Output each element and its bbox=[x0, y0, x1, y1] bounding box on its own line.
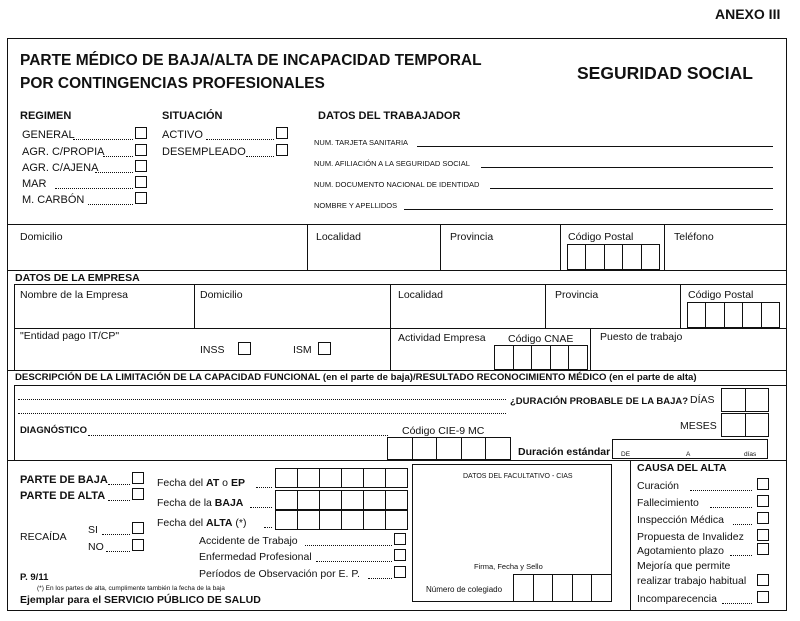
causa-invalidez-checkbox[interactable] bbox=[757, 529, 769, 541]
causa-curacion-checkbox[interactable] bbox=[757, 478, 769, 490]
fecha-baja-prefix: Fecha de la bbox=[157, 497, 215, 509]
accidente-label: Accidente de Trabajo bbox=[199, 535, 298, 547]
dot-leader bbox=[108, 500, 130, 501]
empresa-localidad-label: Localidad bbox=[398, 289, 443, 301]
divider bbox=[7, 270, 787, 271]
empresa-domicilio-label: Domicilio bbox=[200, 289, 243, 301]
causa-mejoria-label-2: realizar trabajo habitual bbox=[637, 575, 747, 587]
divider bbox=[14, 385, 787, 386]
fecha-at-ep: EP bbox=[230, 477, 245, 489]
empresa-nombre-label: Nombre de la Empresa bbox=[20, 289, 128, 301]
causa-title: CAUSA DEL ALTA bbox=[637, 462, 727, 474]
parte-baja-label: PARTE DE BAJA bbox=[20, 474, 108, 486]
causa-mejoria-label: Mejoría que permite bbox=[637, 560, 731, 572]
duracion-estandar-label: Duración estándar bbox=[518, 446, 611, 458]
divider bbox=[7, 460, 787, 461]
nombre-field[interactable] bbox=[404, 209, 773, 210]
form-title-line1: PARTE MÉDICO DE BAJA/ALTA DE INCAPACIDAD TEMPORAL bbox=[20, 52, 482, 69]
divider bbox=[14, 284, 787, 285]
ism-label: ISM bbox=[293, 344, 312, 356]
actividad-empresa-label: Actividad Empresa bbox=[398, 332, 486, 344]
dot-leader bbox=[305, 545, 392, 546]
ism-checkbox[interactable] bbox=[318, 342, 331, 355]
regimen-mar-label: MAR bbox=[22, 178, 47, 190]
fecha-alta-note: (*) bbox=[232, 517, 247, 529]
tarjeta-sanitaria-label: NUM. TARJETA SANITARIA bbox=[314, 138, 409, 147]
causa-fallecimiento-checkbox[interactable] bbox=[757, 495, 769, 507]
dias-boxes[interactable] bbox=[721, 388, 769, 412]
domicilio-label: Domicilio bbox=[20, 231, 63, 243]
annex-label: ANEXO III bbox=[715, 6, 781, 22]
trabajador-title: DATOS DEL TRABAJADOR bbox=[318, 110, 461, 122]
parte-alta-label: PARTE DE ALTA bbox=[20, 490, 106, 502]
afiliacion-label: NUM. AFILIACIÓN A LA SEGURIDAD SOCIAL bbox=[314, 159, 470, 168]
divider bbox=[680, 284, 681, 328]
fecha-at-at: AT bbox=[206, 477, 220, 489]
periodos-label: Períodos de Observación por E. P. bbox=[199, 568, 360, 580]
divider bbox=[630, 460, 631, 611]
inss-checkbox[interactable] bbox=[238, 342, 251, 355]
recaida-no-label: NO bbox=[88, 541, 104, 553]
recaida-no-checkbox[interactable] bbox=[132, 539, 144, 551]
cie-label: Código CIE-9 MC bbox=[402, 425, 485, 437]
divider bbox=[7, 224, 787, 225]
regimen-agr-ajena-label: AGR. C/AJENA bbox=[22, 162, 99, 174]
afiliacion-field[interactable] bbox=[481, 167, 773, 168]
dot-leader bbox=[256, 487, 272, 488]
fecha-at-prefix: Fecha del bbox=[157, 477, 207, 489]
regimen-carbon-label: M. CARBÓN bbox=[22, 194, 85, 206]
diagnostico-label: DIAGNÓSTICO bbox=[20, 425, 88, 436]
dot-leader bbox=[103, 156, 133, 157]
regimen-carbon-checkbox[interactable] bbox=[135, 192, 147, 204]
entidad-pago-label: "Entidad pago IT/CP" bbox=[20, 330, 120, 342]
regimen-agr-propia-label: AGR. C/PROPIA bbox=[22, 146, 105, 158]
regimen-mar-checkbox[interactable] bbox=[135, 176, 147, 188]
parte-alta-checkbox[interactable] bbox=[132, 488, 144, 500]
enfermedad-label: Enfermedad Profesional bbox=[199, 551, 312, 563]
regimen-agr-ajena-checkbox[interactable] bbox=[135, 160, 147, 172]
fecha-at-boxes[interactable] bbox=[275, 468, 408, 488]
dot-leader bbox=[73, 139, 133, 140]
provincia-label: Provincia bbox=[450, 231, 494, 243]
descripcion-line-2[interactable] bbox=[18, 413, 506, 414]
situacion-desempleado-label: DESEMPLEADO bbox=[162, 146, 246, 158]
causa-curacion-label: Curación bbox=[637, 480, 680, 492]
causa-incomparecencia-label: Incomparecencia bbox=[637, 593, 717, 605]
page-number: P. 9/11 bbox=[20, 572, 49, 583]
dot-leader bbox=[95, 172, 133, 173]
dot-leader bbox=[108, 484, 130, 485]
recaida-si-checkbox[interactable] bbox=[132, 522, 144, 534]
empresa-codigo-postal-label: Código Postal bbox=[688, 289, 754, 301]
dot-leader bbox=[88, 204, 133, 205]
fecha-baja-bold: BAJA bbox=[214, 497, 244, 509]
parte-baja-checkbox[interactable] bbox=[132, 472, 144, 484]
periodos-checkbox[interactable] bbox=[394, 566, 406, 578]
causa-agotamiento-label: Agotamiento plazo bbox=[637, 545, 724, 557]
dot-leader bbox=[246, 156, 274, 157]
accidente-checkbox[interactable] bbox=[394, 533, 406, 545]
dot-leader bbox=[55, 188, 133, 189]
regimen-general-checkbox[interactable] bbox=[135, 127, 147, 139]
dni-label: NUM. DOCUMENTO NACIONAL DE IDENTIDAD bbox=[314, 180, 480, 189]
situacion-title: SITUACIÓN bbox=[162, 110, 223, 122]
divider bbox=[664, 224, 665, 270]
facultativo-label: DATOS DEL FACULTATIVO - CIAS bbox=[463, 473, 573, 480]
fecha-baja-boxes[interactable] bbox=[275, 490, 408, 510]
situacion-activo-checkbox[interactable] bbox=[276, 127, 288, 139]
duracion-probable-label: ¿DURACIÓN PROBABLE DE LA BAJA? bbox=[510, 396, 689, 407]
footnote: (*) En los partes de alta, cumplimente también la fecha de la baja bbox=[37, 585, 225, 592]
descripcion-line-1[interactable] bbox=[18, 399, 506, 400]
recaida-label: RECAÍDA bbox=[20, 531, 67, 543]
divider bbox=[14, 385, 15, 460]
meses-label: MESES bbox=[680, 420, 717, 432]
meses-boxes[interactable] bbox=[721, 413, 769, 437]
dot-leader bbox=[250, 507, 272, 508]
divider bbox=[194, 284, 195, 328]
divider bbox=[14, 284, 15, 370]
fecha-at-mid: o bbox=[219, 477, 231, 489]
form-title-line2: POR CONTINGENCIAS PROFESIONALES bbox=[20, 75, 325, 92]
divider bbox=[307, 224, 308, 270]
descripcion-title: DESCRIPCIÓN DE LA LIMITACIÓN DE LA CAPACIDAD FUNCIONAL (en el parte de baja)/RESULTADO RECONOCIMIENTO MÉDICO (en el parte de alta) bbox=[15, 372, 697, 383]
empresa-provincia-label: Provincia bbox=[555, 289, 599, 301]
divider bbox=[560, 224, 561, 270]
cnae-label: Código CNAE bbox=[508, 333, 574, 345]
dot-leader bbox=[206, 139, 274, 140]
tarjeta-sanitaria-field[interactable] bbox=[417, 146, 773, 147]
de-label: DE bbox=[621, 451, 631, 458]
regimen-general-label: GENERAL bbox=[22, 129, 75, 141]
dot-leader bbox=[730, 555, 752, 556]
dot-leader bbox=[733, 524, 752, 525]
empresa-title: DATOS DE LA EMPRESA bbox=[15, 272, 140, 284]
dot-leader bbox=[264, 527, 272, 528]
causa-agotamiento-checkbox[interactable] bbox=[757, 543, 769, 555]
situacion-activo-label: ACTIVO bbox=[162, 129, 203, 141]
causa-invalidez-label: Propuesta de Invalidez bbox=[637, 531, 744, 543]
localidad-label: Localidad bbox=[316, 231, 361, 243]
regimen-title: REGIMEN bbox=[20, 110, 72, 122]
causa-inspeccion-checkbox[interactable] bbox=[757, 512, 769, 524]
a-label: A bbox=[686, 451, 691, 458]
dot-leader bbox=[102, 534, 130, 535]
puesto-trabajo-label: Puesto de trabajo bbox=[600, 331, 683, 343]
fecha-alta-boxes[interactable] bbox=[275, 510, 408, 530]
recaida-si-label: SI bbox=[88, 524, 98, 536]
nombre-label: NOMBRE Y APELLIDOS bbox=[314, 201, 398, 210]
dot-leader bbox=[690, 490, 752, 491]
ejemplar-service: SERVICIO PÚBLICO DE SALUD bbox=[104, 594, 261, 606]
dni-field[interactable] bbox=[490, 188, 773, 189]
ejemplar-prefix: Ejemplar para el bbox=[20, 594, 105, 606]
fecha-alta-prefix: Fecha del bbox=[157, 517, 207, 529]
situacion-desempleado-checkbox[interactable] bbox=[276, 144, 288, 156]
colegiado-label: Número de colegiado bbox=[426, 585, 503, 594]
causa-fallecimiento-label: Fallecimiento bbox=[637, 497, 699, 509]
dot-leader bbox=[722, 603, 752, 604]
dot-leader bbox=[316, 561, 392, 562]
divider bbox=[590, 328, 591, 370]
causa-incomparecencia-checkbox[interactable] bbox=[757, 591, 769, 603]
dot-leader bbox=[710, 507, 752, 508]
empresa-codigo-postal-boxes[interactable] bbox=[687, 302, 780, 328]
cie-boxes[interactable] bbox=[387, 437, 511, 460]
telefono-label: Teléfono bbox=[674, 231, 714, 243]
divider bbox=[14, 328, 787, 329]
codigo-postal-boxes[interactable] bbox=[567, 244, 660, 270]
regimen-agr-propia-checkbox[interactable] bbox=[135, 144, 147, 156]
causa-inspeccion-label: Inspección Médica bbox=[637, 514, 724, 526]
colegiado-boxes[interactable] bbox=[513, 574, 612, 602]
cnae-boxes[interactable] bbox=[494, 345, 588, 370]
dias-small-label: días bbox=[744, 451, 757, 458]
codigo-postal-label: Código Postal bbox=[568, 231, 634, 243]
divider bbox=[390, 284, 391, 370]
organization-name: SEGURIDAD SOCIAL bbox=[577, 63, 753, 83]
divider bbox=[545, 284, 546, 328]
dot-leader bbox=[368, 578, 392, 579]
enfermedad-checkbox[interactable] bbox=[394, 549, 406, 561]
firma-label: Firma, Fecha y Sello bbox=[474, 562, 543, 571]
dot-leader bbox=[106, 551, 130, 552]
fecha-alta-bold: ALTA bbox=[206, 517, 233, 529]
inss-label: INSS bbox=[200, 344, 225, 356]
causa-mejoria-checkbox[interactable] bbox=[757, 574, 769, 586]
dias-label: DÍAS bbox=[690, 394, 715, 406]
divider bbox=[7, 370, 787, 371]
diagnostico-field[interactable] bbox=[88, 435, 388, 436]
divider bbox=[440, 224, 441, 270]
